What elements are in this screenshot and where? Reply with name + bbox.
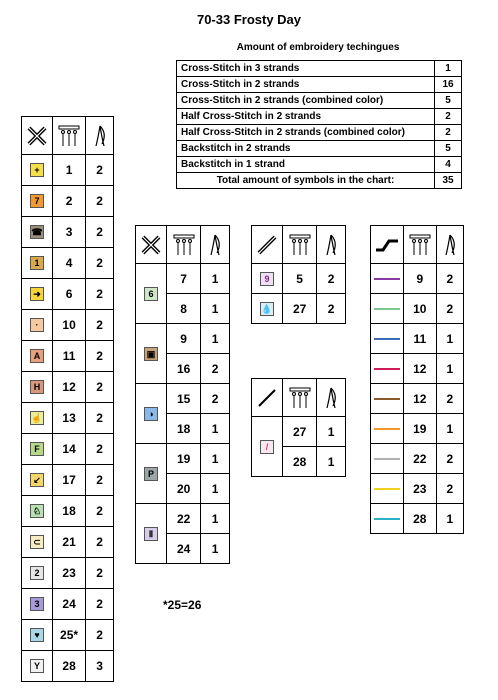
symbol-cell — [136, 504, 167, 564]
backstitch-line — [374, 488, 400, 490]
summary-row — [177, 61, 462, 77]
key-row — [371, 294, 464, 324]
key-row — [22, 589, 114, 620]
symbol-cell — [22, 155, 53, 186]
stitch-symbol: + — [30, 163, 44, 177]
strand-count: 2 — [436, 264, 463, 294]
key-row — [371, 444, 464, 474]
summary-label: Backstitch in 1 strand — [177, 157, 435, 173]
key-row — [22, 186, 114, 217]
color-number: 4 — [53, 248, 86, 279]
color-number: 12 — [53, 372, 86, 403]
stitch-symbol: ♥ — [30, 628, 44, 642]
symbol-cell — [22, 217, 53, 248]
color-number: 21 — [53, 527, 86, 558]
color-number: 10 — [53, 310, 86, 341]
key-row — [22, 341, 114, 372]
summary-total-label: Total amount of symbols in the chart: — [177, 173, 435, 189]
key-row — [371, 504, 464, 534]
key-row — [22, 465, 114, 496]
summary-label: Half Cross-Stitch in 2 strands (combined color) — [177, 125, 435, 141]
stitch-symbol: 3 — [30, 597, 44, 611]
summary-row — [177, 141, 462, 157]
strand-count: 2 — [86, 310, 114, 341]
backstitch-line-cell — [371, 414, 404, 444]
color-number: 8 — [167, 294, 201, 324]
symbol-cell — [136, 264, 167, 324]
backstitch-line — [374, 458, 400, 460]
color-number: 13 — [53, 403, 86, 434]
symbol-cell — [22, 496, 53, 527]
half-stitch-icon — [252, 387, 282, 409]
key-row — [252, 264, 346, 294]
symbol-cell — [22, 465, 53, 496]
color-number: 27 — [283, 294, 317, 324]
key-row — [22, 558, 114, 589]
color-number: 22 — [167, 504, 201, 534]
strand-count: 2 — [86, 217, 114, 248]
strand-count: 2 — [86, 558, 114, 589]
symbol-cell — [252, 417, 283, 477]
stitch-symbol: 6 — [144, 287, 158, 301]
strand-count: 2 — [86, 341, 114, 372]
backstitch-line — [374, 308, 400, 310]
summary-row — [177, 125, 462, 141]
strand-count: 1 — [436, 414, 463, 444]
strand-count: 1 — [201, 474, 230, 504]
symbol-cell — [22, 248, 53, 279]
color-number: 3 — [53, 217, 86, 248]
color-number: 5 — [283, 264, 317, 294]
backstitch-line-cell — [371, 264, 404, 294]
needle-icon — [86, 124, 113, 148]
needle-icon — [317, 233, 345, 257]
color-number: 15 — [167, 384, 201, 414]
needle-icon — [437, 233, 463, 257]
backstitch-line-cell — [371, 294, 404, 324]
strand-count: 2 — [86, 279, 114, 310]
color-number: 9 — [404, 264, 437, 294]
color-number: 10 — [404, 294, 437, 324]
color-number: 24 — [53, 589, 86, 620]
strand-count: 2 — [436, 444, 463, 474]
strand-count: 3 — [86, 651, 114, 682]
section-subtitle: Amount of embroidery techingues — [236, 42, 400, 53]
symbol-cell — [22, 279, 53, 310]
color-number: 19 — [404, 414, 437, 444]
stitch-symbol: 7 — [30, 194, 44, 208]
symbol-cell — [22, 589, 53, 620]
strand-count: 2 — [201, 384, 230, 414]
color-number: 17 — [53, 465, 86, 496]
key-row — [371, 264, 464, 294]
summary-total-value: 35 — [435, 173, 462, 189]
color-number: 22 — [404, 444, 437, 474]
stitch-symbol: ◑ — [144, 407, 158, 421]
cross-stitch-key — [21, 116, 114, 682]
key-row — [252, 294, 346, 324]
color-number: 6 — [53, 279, 86, 310]
color-number: 27 — [283, 417, 317, 447]
key-row — [22, 248, 114, 279]
color-number: 20 — [167, 474, 201, 504]
symbol-cell — [22, 403, 53, 434]
stitch-symbol: 9 — [260, 272, 274, 286]
thread-icon — [167, 233, 200, 257]
color-number: 19 — [167, 444, 201, 474]
key-row — [136, 504, 230, 534]
summary-table — [176, 60, 462, 189]
strand-count: 2 — [86, 155, 114, 186]
key-row — [22, 155, 114, 186]
key-row — [371, 324, 464, 354]
stitch-symbol: ⊂ — [30, 535, 44, 549]
color-number: 18 — [53, 496, 86, 527]
stitch-symbol: 💧 — [261, 303, 273, 314]
strand-count: 2 — [86, 620, 114, 651]
symbol-cell — [252, 294, 283, 324]
symbol-cell — [136, 444, 167, 504]
half-cross-key — [251, 225, 346, 324]
needle-icon — [317, 386, 345, 410]
strand-count: 1 — [317, 447, 346, 477]
stitch-symbol: A — [30, 349, 44, 363]
symbol-cell — [252, 264, 283, 294]
backstitch-key — [370, 225, 464, 534]
color-number: 28 — [404, 504, 437, 534]
needle-icon — [201, 233, 229, 257]
backstitch-line-cell — [371, 474, 404, 504]
key-row — [252, 417, 346, 447]
color-number: 23 — [53, 558, 86, 589]
stitch-symbol: Ⅱ — [144, 527, 158, 541]
backstitch-line-cell — [371, 504, 404, 534]
key-row — [22, 620, 114, 651]
strand-count: 1 — [201, 324, 230, 354]
key-row — [371, 354, 464, 384]
key-row — [22, 527, 114, 558]
color-number: 11 — [53, 341, 86, 372]
strand-count: 2 — [86, 186, 114, 217]
key-row — [22, 434, 114, 465]
stitch-symbol: ♘ — [30, 504, 44, 518]
symbol-cell — [22, 310, 53, 341]
stitch-symbol: ☎ — [31, 227, 43, 238]
symbol-cell — [22, 434, 53, 465]
color-number: 28 — [53, 651, 86, 682]
strand-count: 1 — [201, 444, 230, 474]
color-number: 12 — [404, 384, 437, 414]
summary-value: 2 — [435, 109, 462, 125]
strand-count: 2 — [436, 474, 463, 504]
summary-row — [177, 93, 462, 109]
strand-count: 1 — [201, 264, 230, 294]
key-row — [371, 384, 464, 414]
backstitch-line — [374, 398, 400, 400]
thread-icon — [404, 233, 436, 257]
summary-row — [177, 157, 462, 173]
symbol-cell — [22, 372, 53, 403]
strand-count: 1 — [201, 534, 230, 564]
color-number: 14 — [53, 434, 86, 465]
color-number: 9 — [167, 324, 201, 354]
strand-count: 1 — [436, 504, 463, 534]
color-number: 11 — [404, 324, 437, 354]
backstitch-line — [374, 428, 400, 430]
footnote: *25=26 — [163, 598, 202, 612]
stitch-symbol: P — [144, 467, 158, 481]
thread-icon — [53, 124, 85, 148]
color-number: 2 — [53, 186, 86, 217]
stitch-symbol: ▣ — [144, 347, 158, 361]
key-row — [22, 310, 114, 341]
key-row — [22, 279, 114, 310]
key-row — [371, 474, 464, 504]
strand-count: 2 — [436, 294, 463, 324]
key-row — [22, 372, 114, 403]
symbol-cell — [22, 558, 53, 589]
summary-value: 1 — [435, 61, 462, 77]
strand-count: 1 — [201, 414, 230, 444]
strand-count: 2 — [436, 384, 463, 414]
key-row — [136, 444, 230, 474]
backstitch-line-cell — [371, 444, 404, 474]
key-row — [136, 384, 230, 414]
strand-count: 1 — [317, 417, 346, 447]
stitch-symbol: ☝ — [31, 413, 43, 424]
page-title: 70-33 Frosty Day — [196, 12, 302, 27]
stitch-symbol: / — [260, 440, 274, 454]
stitch-symbol: H — [30, 380, 44, 394]
key-row — [22, 217, 114, 248]
strand-count: 1 — [201, 504, 230, 534]
combined-color-key — [135, 225, 230, 564]
thread-icon — [283, 233, 316, 257]
summary-label: Backstitch in 2 strands — [177, 141, 435, 157]
color-number: 18 — [167, 414, 201, 444]
symbol-cell — [22, 620, 53, 651]
strand-count: 2 — [86, 434, 114, 465]
strand-count: 2 — [317, 294, 346, 324]
backstitch-line — [374, 368, 400, 370]
strand-count: 2 — [86, 589, 114, 620]
summary-label: Cross-Stitch in 3 strands — [177, 61, 435, 77]
strand-count: 2 — [201, 354, 230, 384]
color-number: 12 — [404, 354, 437, 384]
symbol-cell — [136, 324, 167, 384]
summary-label: Cross-Stitch in 2 strands (combined color) — [177, 93, 435, 109]
stitch-symbol: ↙ — [30, 473, 44, 487]
stitch-symbol: F — [30, 442, 44, 456]
backstitch-line — [374, 278, 400, 280]
summary-value: 4 — [435, 157, 462, 173]
backstitch-line — [374, 338, 400, 340]
summary-value: 5 — [435, 141, 462, 157]
key-row — [22, 403, 114, 434]
strand-count: 2 — [86, 465, 114, 496]
color-number: 16 — [167, 354, 201, 384]
strand-count: 2 — [86, 403, 114, 434]
stitch-symbol: Y — [30, 659, 44, 673]
color-number: 28 — [283, 447, 317, 477]
stitch-symbol: 1 — [30, 256, 44, 270]
backstitch-icon — [371, 237, 403, 253]
cross-stitch-icon — [22, 125, 52, 147]
summary-value: 2 — [435, 125, 462, 141]
thread-icon — [283, 386, 316, 410]
strand-count: 2 — [86, 527, 114, 558]
color-number: 25* — [53, 620, 86, 651]
half-cross-combined-key — [251, 378, 346, 477]
summary-value: 16 — [435, 77, 462, 93]
key-row — [22, 651, 114, 682]
summary-label: Half Cross-Stitch in 2 strands — [177, 109, 435, 125]
symbol-cell — [22, 527, 53, 558]
strand-count: 1 — [201, 294, 230, 324]
backstitch-line-cell — [371, 324, 404, 354]
cross-stitch-icon — [136, 234, 166, 256]
symbol-cell — [22, 186, 53, 217]
strand-count: 1 — [436, 324, 463, 354]
backstitch-line — [374, 518, 400, 520]
key-row — [22, 496, 114, 527]
key-row — [371, 414, 464, 444]
summary-value: 5 — [435, 93, 462, 109]
color-number: 24 — [167, 534, 201, 564]
symbol-cell — [136, 384, 167, 444]
stitch-symbol: ➜ — [30, 287, 44, 301]
backstitch-line-cell — [371, 384, 404, 414]
half-stitch-icon — [252, 234, 282, 256]
strand-count: 2 — [86, 248, 114, 279]
symbol-cell — [22, 341, 53, 372]
summary-row — [177, 77, 462, 93]
strand-count: 2 — [86, 372, 114, 403]
summary-label: Cross-Stitch in 2 strands — [177, 77, 435, 93]
summary-row — [177, 109, 462, 125]
strand-count: 2 — [86, 496, 114, 527]
color-number: 1 — [53, 155, 86, 186]
symbol-cell — [22, 651, 53, 682]
key-row — [136, 324, 230, 354]
stitch-symbol: 2 — [30, 566, 44, 580]
key-row — [136, 264, 230, 294]
strand-count: 1 — [436, 354, 463, 384]
strand-count: 2 — [317, 264, 346, 294]
summary-total-row — [177, 173, 462, 189]
color-number: 23 — [404, 474, 437, 504]
color-number: 7 — [167, 264, 201, 294]
stitch-symbol: · — [30, 318, 44, 332]
backstitch-line-cell — [371, 354, 404, 384]
